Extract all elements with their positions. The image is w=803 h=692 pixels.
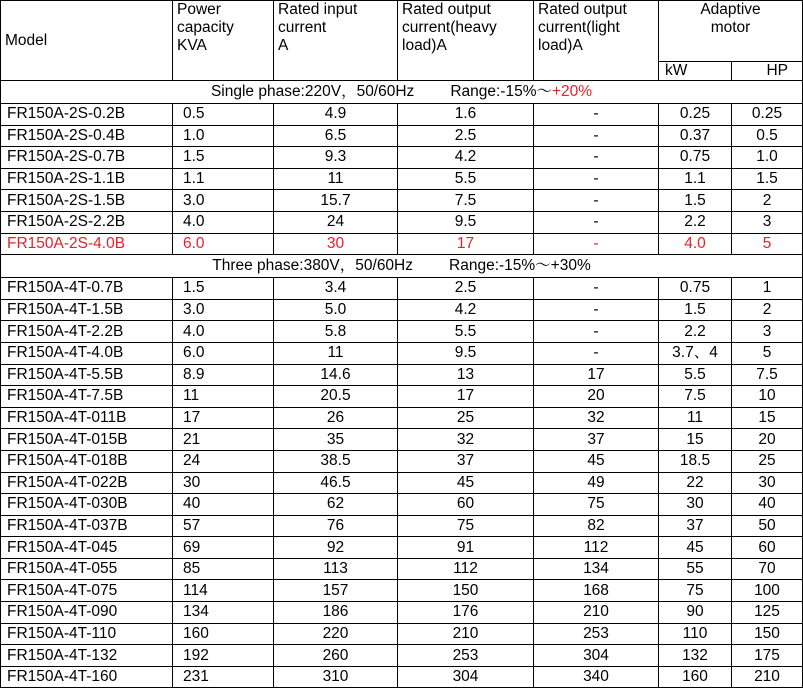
model-cell: FR150A-4T-7.5B (1, 386, 173, 408)
header-line: load)A (402, 37, 447, 54)
rated-output-light-cell: 37 (534, 429, 659, 451)
rated-input-cell: 3.4 (274, 278, 398, 300)
power-capacity-cell: 192 (173, 645, 274, 667)
table-row (1, 602, 803, 624)
motor-kw-cell: 22 (659, 472, 732, 494)
rated-input-cell: 11 (274, 342, 398, 364)
rated-output-light-cell: - (534, 190, 659, 212)
rated-output-heavy-cell: 176 (398, 602, 534, 624)
model-cell: FR150A-2S-0.2B (1, 104, 173, 126)
range-prefix: Range:-15%～ (450, 83, 552, 100)
motor-kw-cell: 11 (659, 407, 732, 429)
model-cell: FR150A-2S-2.2B (1, 211, 173, 233)
table-row (1, 515, 803, 537)
model-cell: FR150A-4T-0.7B (1, 278, 173, 300)
model-cell: FR150A-4T-5.5B (1, 364, 173, 386)
motor-kw-cell: 0.75 (659, 147, 732, 169)
rated-input-cell: 62 (274, 494, 398, 516)
motor-hp-cell: 210 (732, 666, 803, 688)
motor-hp-cell: 25 (732, 450, 803, 472)
power-capacity-cell: 134 (173, 602, 274, 624)
rated-output-light-cell: - (534, 321, 659, 343)
rated-input-cell: 260 (274, 645, 398, 667)
rated-output-light-cell: - (534, 342, 659, 364)
section-row-single-phase (1, 81, 803, 104)
table-row (1, 168, 803, 190)
motor-hp-cell: 40 (732, 494, 803, 516)
motor-kw-cell: 160 (659, 666, 732, 688)
model-cell: FR150A-2S-0.4B (1, 125, 173, 147)
rated-input-cell: 15.7 (274, 190, 398, 212)
motor-hp-cell: 1.5 (732, 168, 803, 190)
power-capacity-cell: 24 (173, 450, 274, 472)
table-row (1, 233, 803, 255)
rated-output-heavy-cell: 4.2 (398, 299, 534, 321)
motor-kw-cell: 7.5 (659, 386, 732, 408)
rated-input-cell: 186 (274, 602, 398, 624)
table-row (1, 147, 803, 169)
model-cell: FR150A-4T-132 (1, 645, 173, 667)
table-row (1, 580, 803, 602)
rated-input-cell: 113 (274, 558, 398, 580)
rated-output-heavy-cell: 2.5 (398, 278, 534, 300)
rated-output-heavy-cell: 75 (398, 515, 534, 537)
motor-hp-cell: 2 (732, 190, 803, 212)
rated-output-light-cell: - (534, 125, 659, 147)
table-row (1, 666, 803, 688)
rated-input-cell: 157 (274, 580, 398, 602)
power-capacity-cell: 1.1 (173, 168, 274, 190)
motor-hp-cell: 1 (732, 278, 803, 300)
section-range: Range:-15%～+30% (449, 257, 591, 275)
three-phase-body (1, 255, 803, 688)
model-cell: FR150A-2S-1.1B (1, 168, 173, 190)
rated-output-heavy-cell: 1.6 (398, 104, 534, 126)
table-row (1, 104, 803, 126)
table-row (1, 364, 803, 386)
rated-output-light-cell: 82 (534, 515, 659, 537)
motor-hp-cell: 3 (732, 211, 803, 233)
power-capacity-cell: 0.5 (173, 104, 274, 126)
model-cell: FR150A-2S-4.0B (1, 233, 173, 255)
motor-kw-cell: 3.7、4 (659, 342, 732, 364)
header-model: Model (1, 1, 173, 81)
rated-output-heavy-cell: 9.5 (398, 342, 534, 364)
motor-hp-cell: 70 (732, 558, 803, 580)
rated-output-heavy-cell: 17 (398, 233, 534, 255)
power-capacity-cell: 40 (173, 494, 274, 516)
rated-output-heavy-cell: 150 (398, 580, 534, 602)
motor-hp-cell: 15 (732, 407, 803, 429)
header-kw: kW (659, 62, 732, 81)
motor-hp-cell: 0.25 (732, 104, 803, 126)
rated-output-light-cell: 340 (534, 666, 659, 688)
motor-hp-cell: 10 (732, 386, 803, 408)
table-row (1, 299, 803, 321)
power-capacity-cell: 6.0 (173, 233, 274, 255)
rated-output-heavy-cell: 5.5 (398, 321, 534, 343)
rated-output-light-cell: 17 (534, 364, 659, 386)
rated-output-light-cell: - (534, 278, 659, 300)
header-adaptive-motor (659, 1, 803, 62)
header-line: Power (177, 1, 221, 18)
model-cell: FR150A-4T-2.2B (1, 321, 173, 343)
motor-kw-cell: 4.0 (659, 233, 732, 255)
header-line: Rated input (278, 1, 358, 18)
motor-kw-cell: 2.2 (659, 211, 732, 233)
power-capacity-cell: 1.5 (173, 278, 274, 300)
power-capacity-cell: 1.5 (173, 147, 274, 169)
motor-hp-cell: 100 (732, 580, 803, 602)
motor-hp-cell: 5 (732, 342, 803, 364)
rated-output-heavy-cell: 4.2 (398, 147, 534, 169)
motor-kw-cell: 132 (659, 645, 732, 667)
rated-output-light-cell: 75 (534, 494, 659, 516)
model-cell: FR150A-4T-037B (1, 515, 173, 537)
single-phase-body (1, 81, 803, 255)
power-capacity-cell: 160 (173, 623, 274, 645)
motor-hp-cell: 20 (732, 429, 803, 451)
rated-output-light-cell: 49 (534, 472, 659, 494)
header-line: Adaptive (700, 1, 761, 18)
table-row (1, 494, 803, 516)
motor-kw-cell: 75 (659, 580, 732, 602)
rated-output-light-cell: - (534, 147, 659, 169)
rated-output-light-cell: - (534, 104, 659, 126)
model-cell: FR150A-4T-015B (1, 429, 173, 451)
power-capacity-cell: 1.0 (173, 125, 274, 147)
table-row (1, 125, 803, 147)
table-row (1, 645, 803, 667)
motor-kw-cell: 0.25 (659, 104, 732, 126)
rated-input-cell: 6.5 (274, 125, 398, 147)
power-capacity-cell: 231 (173, 666, 274, 688)
motor-hp-cell: 30 (732, 472, 803, 494)
rated-input-cell: 220 (274, 623, 398, 645)
motor-hp-cell: 7.5 (732, 364, 803, 386)
header-line: current(heavy (402, 19, 497, 36)
header-rated-output-heavy (398, 1, 534, 81)
motor-kw-cell: 90 (659, 602, 732, 624)
rated-input-cell: 35 (274, 429, 398, 451)
motor-kw-cell: 5.5 (659, 364, 732, 386)
power-capacity-cell: 3.0 (173, 190, 274, 212)
model-cell: FR150A-4T-045 (1, 537, 173, 559)
rated-output-light-cell: 168 (534, 580, 659, 602)
rated-output-heavy-cell: 13 (398, 364, 534, 386)
rated-output-heavy-cell: 32 (398, 429, 534, 451)
header-rated-output-light (534, 1, 659, 81)
rated-input-cell: 26 (274, 407, 398, 429)
rated-output-heavy-cell: 9.5 (398, 211, 534, 233)
model-cell: FR150A-4T-075 (1, 580, 173, 602)
power-capacity-cell: 6.0 (173, 342, 274, 364)
header-line: load)A (538, 37, 583, 54)
rated-input-cell: 92 (274, 537, 398, 559)
power-capacity-cell: 57 (173, 515, 274, 537)
header-line: current (278, 19, 327, 36)
table-row (1, 211, 803, 233)
rated-output-heavy-cell: 7.5 (398, 190, 534, 212)
power-capacity-cell: 11 (173, 386, 274, 408)
motor-hp-cell: 125 (732, 602, 803, 624)
motor-hp-cell: 150 (732, 623, 803, 645)
motor-kw-cell: 18.5 (659, 450, 732, 472)
rated-output-light-cell: - (534, 168, 659, 190)
rated-input-cell: 30 (274, 233, 398, 255)
table-row (1, 342, 803, 364)
rated-input-cell: 9.3 (274, 147, 398, 169)
motor-kw-cell: 110 (659, 623, 732, 645)
rated-input-cell: 46.5 (274, 472, 398, 494)
rated-output-light-cell: 112 (534, 537, 659, 559)
table-row (1, 407, 803, 429)
motor-hp-cell: 50 (732, 515, 803, 537)
motor-hp-cell: 0.5 (732, 125, 803, 147)
rated-output-heavy-cell: 17 (398, 386, 534, 408)
motor-hp-cell: 5 (732, 233, 803, 255)
power-capacity-cell: 85 (173, 558, 274, 580)
rated-output-heavy-cell: 45 (398, 472, 534, 494)
rated-output-heavy-cell: 5.5 (398, 168, 534, 190)
rated-output-heavy-cell: 304 (398, 666, 534, 688)
header-line: motor (710, 19, 751, 36)
rated-output-heavy-cell: 37 (398, 450, 534, 472)
model-cell: FR150A-4T-1.5B (1, 299, 173, 321)
header-line: capacity (177, 19, 234, 36)
rated-output-heavy-cell: 112 (398, 558, 534, 580)
table-row (1, 558, 803, 580)
header-line: current(light (538, 19, 620, 36)
model-cell: FR150A-4T-018B (1, 450, 173, 472)
table-row (1, 537, 803, 559)
rated-output-light-cell: 253 (534, 623, 659, 645)
rated-output-light-cell: 210 (534, 602, 659, 624)
rated-output-light-cell: 134 (534, 558, 659, 580)
motor-hp-cell: 1.0 (732, 147, 803, 169)
table-row (1, 190, 803, 212)
motor-kw-cell: 0.37 (659, 125, 732, 147)
power-capacity-cell: 69 (173, 537, 274, 559)
rated-output-heavy-cell: 2.5 (398, 125, 534, 147)
range-highlight: +20% (551, 83, 593, 100)
rated-output-heavy-cell: 25 (398, 407, 534, 429)
header-line: Rated output (538, 1, 627, 18)
power-capacity-cell: 4.0 (173, 211, 274, 233)
motor-kw-cell: 1.5 (659, 190, 732, 212)
rated-input-cell: 76 (274, 515, 398, 537)
model-cell: FR150A-2S-1.5B (1, 190, 173, 212)
motor-kw-cell: 1.1 (659, 168, 732, 190)
table-row (1, 450, 803, 472)
rated-input-cell: 310 (274, 666, 398, 688)
power-capacity-cell: 21 (173, 429, 274, 451)
model-cell: FR150A-4T-030B (1, 494, 173, 516)
motor-kw-cell: 45 (659, 537, 732, 559)
section-title: Three phase:380V，50/60Hz (212, 257, 414, 275)
rated-input-cell: 14.6 (274, 364, 398, 386)
rated-output-light-cell: 20 (534, 386, 659, 408)
header-hp: HP (732, 62, 803, 81)
header-line: A (278, 37, 289, 54)
motor-hp-cell: 3 (732, 321, 803, 343)
section-row-three-phase (1, 255, 803, 278)
table-row (1, 623, 803, 645)
rated-input-cell: 24 (274, 211, 398, 233)
power-capacity-cell: 17 (173, 407, 274, 429)
power-capacity-cell: 114 (173, 580, 274, 602)
rated-output-light-cell: 304 (534, 645, 659, 667)
table-row (1, 472, 803, 494)
section-title: Single phase:220V，50/60Hz (210, 83, 415, 100)
rated-output-light-cell: 45 (534, 450, 659, 472)
rated-output-light-cell: 32 (534, 407, 659, 429)
rated-input-cell: 38.5 (274, 450, 398, 472)
rated-input-cell: 5.8 (274, 321, 398, 343)
rated-input-cell: 11 (274, 168, 398, 190)
rated-output-light-cell: - (534, 233, 659, 255)
section-header (1, 255, 803, 278)
rated-output-light-cell: - (534, 299, 659, 321)
motor-kw-cell: 55 (659, 558, 732, 580)
header-row (1, 1, 803, 62)
model-cell: FR150A-4T-4.0B (1, 342, 173, 364)
power-capacity-cell: 30 (173, 472, 274, 494)
power-capacity-cell: 4.0 (173, 321, 274, 343)
model-cell: FR150A-4T-022B (1, 472, 173, 494)
section-range (450, 83, 592, 100)
model-cell: FR150A-4T-055 (1, 558, 173, 580)
model-cell: FR150A-4T-160 (1, 666, 173, 688)
model-cell: FR150A-4T-090 (1, 602, 173, 624)
motor-kw-cell: 15 (659, 429, 732, 451)
rated-output-heavy-cell: 210 (398, 623, 534, 645)
table-row (1, 429, 803, 451)
table-row (1, 321, 803, 343)
motor-hp-cell: 60 (732, 537, 803, 559)
power-capacity-cell: 8.9 (173, 364, 274, 386)
motor-kw-cell: 0.75 (659, 278, 732, 300)
table-row (1, 386, 803, 408)
motor-kw-cell: 37 (659, 515, 732, 537)
header-line: KVA (177, 37, 207, 54)
rated-output-light-cell: - (534, 211, 659, 233)
rated-output-heavy-cell: 91 (398, 537, 534, 559)
model-cell: FR150A-4T-011B (1, 407, 173, 429)
motor-kw-cell: 1.5 (659, 299, 732, 321)
rated-input-cell: 20.5 (274, 386, 398, 408)
power-capacity-cell: 3.0 (173, 299, 274, 321)
table-row (1, 278, 803, 300)
rated-output-heavy-cell: 60 (398, 494, 534, 516)
rated-input-cell: 4.9 (274, 104, 398, 126)
model-cell: FR150A-2S-0.7B (1, 147, 173, 169)
motor-kw-cell: 30 (659, 494, 732, 516)
motor-hp-cell: 175 (732, 645, 803, 667)
motor-hp-cell: 2 (732, 299, 803, 321)
header-power-capacity (173, 1, 274, 81)
section-header (1, 81, 803, 104)
motor-kw-cell: 2.2 (659, 321, 732, 343)
header-line: Rated output (402, 1, 491, 18)
rated-input-cell: 5.0 (274, 299, 398, 321)
rated-output-heavy-cell: 253 (398, 645, 534, 667)
model-cell: FR150A-4T-110 (1, 623, 173, 645)
header-rated-input (274, 1, 398, 81)
